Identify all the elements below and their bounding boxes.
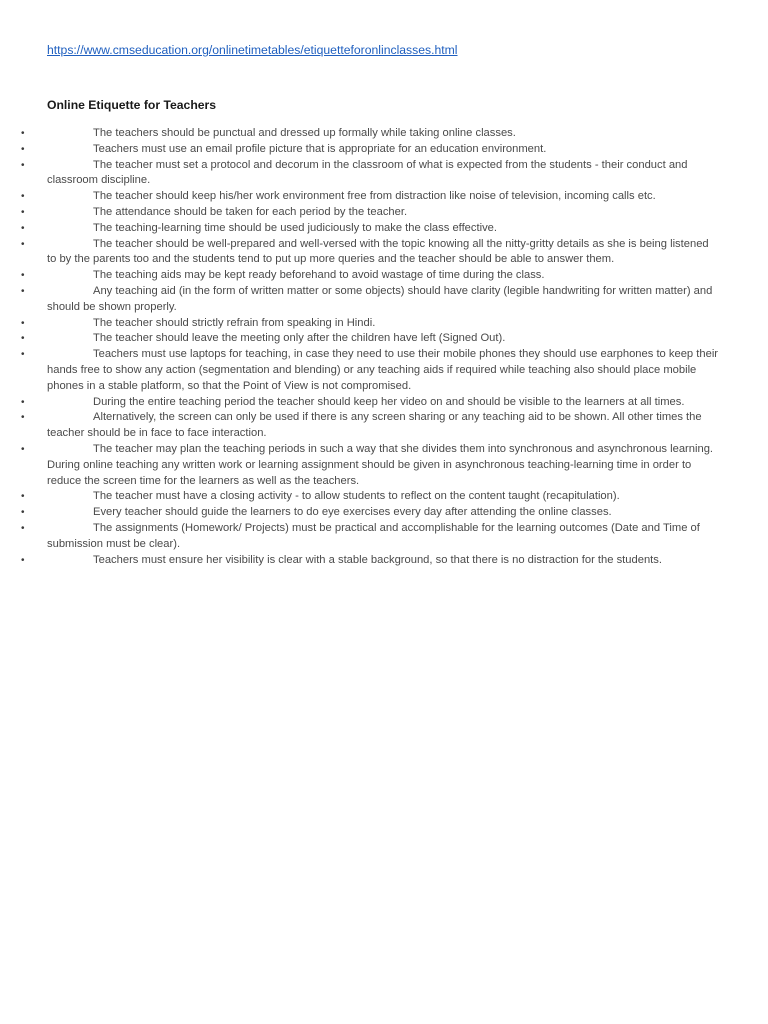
list-item-text: Alternatively, the screen can only be used if there is any screen sharing or any teaching aid to be shown. All other times the teacher should be in face to face interaction. (47, 411, 702, 440)
bullet-icon: • (21, 222, 25, 234)
list-item (0, 521, 768, 553)
list-item-text: Teachers must use laptops for teaching, in case they need to use their mobile phones they should use earphones to keep their hands free to show any action (segmentation and blending) or any teaching aids if required while teaching also should place mobile phones in a stable platform, so that the Point of View is not compromised. (47, 348, 719, 392)
bullet-icon: • (21, 128, 25, 139)
list-item (0, 126, 768, 142)
bullet-icon: • (21, 159, 25, 171)
list-item-text: Teachers must ensure her visibility is clear with a stable background, so that there is no distraction for the students. (93, 553, 662, 566)
etiquette-bullet-list (0, 126, 768, 568)
bullet-icon: • (21, 396, 25, 408)
bullet-icon: • (21, 333, 25, 345)
list-item (0, 142, 768, 158)
bullet-icon: • (21, 270, 25, 282)
bullet-icon: • (21, 554, 25, 566)
list-item-text: The teacher should be well-prepared and well-versed with the topic knowing all the nitty-gritty details as she is being listened to by the parents too and the students tend to put up more queries and the teacher should be able to answer them. (47, 237, 709, 266)
bullet-icon: • (21, 285, 25, 297)
bullet-icon: • (21, 191, 25, 203)
bullet-icon: • (21, 206, 25, 218)
bullet-icon: • (21, 238, 25, 250)
bullet-icon: • (21, 491, 25, 503)
list-item (0, 331, 768, 347)
list-item-text: The teaching aids may be kept ready beforehand to avoid wastage of time during the class. (93, 269, 545, 282)
list-item (0, 237, 768, 269)
bullet-icon: • (21, 443, 25, 455)
list-item-text: Every teacher should guide the learners to do eye exercises every day after attending the online classes. (93, 506, 612, 519)
list-item (0, 442, 768, 489)
list-item (0, 158, 768, 190)
bullet-icon: • (21, 317, 25, 329)
list-item-text: Any teaching aid (in the form of written matter or some objects) should have clarity (legible handwriting for written matter) and should be shown properly. (47, 284, 713, 313)
list-item-text: During the entire teaching period the teacher should keep her video on and should be visible to the learners at all times. (93, 395, 685, 408)
list-item-text: The teacher may plan the teaching periods in such a way that she divides them into synchronous and asynchronous learning. During online teaching any written work or learning assignment should be given in asynchronous teaching-learning time in order to reduce the screen time for the learners as well as the teachers. (47, 442, 714, 487)
bullet-icon: • (21, 522, 25, 534)
list-item-text: The teacher should keep his/her work environment free from distraction like noise of television, incoming calls etc. (93, 190, 656, 203)
list-item-text: The teachers should be punctual and dressed up formally while taking online classes. (93, 127, 516, 139)
source-url-link[interactable]: https://www.cmseducation.org/onlinetimetables/etiquetteforonlinclasses.html (47, 43, 458, 57)
list-item-text: Teachers must use an email profile picture that is appropriate for an education environment. (93, 142, 547, 155)
list-item (0, 284, 768, 316)
bullet-icon: • (21, 143, 25, 155)
list-item (0, 553, 768, 569)
list-item (0, 316, 768, 332)
list-item (0, 189, 768, 205)
document-title: Online Etiquette for Teachers (47, 98, 217, 112)
list-item (0, 347, 768, 394)
list-item (0, 395, 768, 411)
list-item-text: The teaching-learning time should be used judiciously to make the class effective. (93, 221, 498, 234)
list-item-text: The teacher should strictly refrain from speaking in Hindi. (93, 316, 376, 329)
list-item-text: The assignments (Homework/ Projects) must be practical and accomplishable for the learning outcomes (Date and Time of submission must be clear). (47, 521, 700, 550)
bullet-icon: • (21, 412, 25, 424)
list-item-text: The teacher should leave the meeting only after the children have left (Signed Out). (93, 332, 506, 345)
list-item-text: The attendance should be taken for each period by the teacher. (93, 205, 408, 218)
list-item (0, 505, 768, 521)
list-item-text: The teacher must have a closing activity - to allow students to reflect on the content taught (recapitulation). (93, 490, 620, 503)
bullet-icon: • (21, 507, 25, 519)
list-item (0, 268, 768, 284)
list-item (0, 205, 768, 221)
list-item (0, 221, 768, 237)
bullet-icon: • (21, 349, 25, 361)
list-item-text: The teacher must set a protocol and decorum in the classroom of what is expected from the students - their conduct and classroom discipline. (47, 158, 688, 187)
list-item (0, 489, 768, 505)
list-item (0, 410, 768, 442)
